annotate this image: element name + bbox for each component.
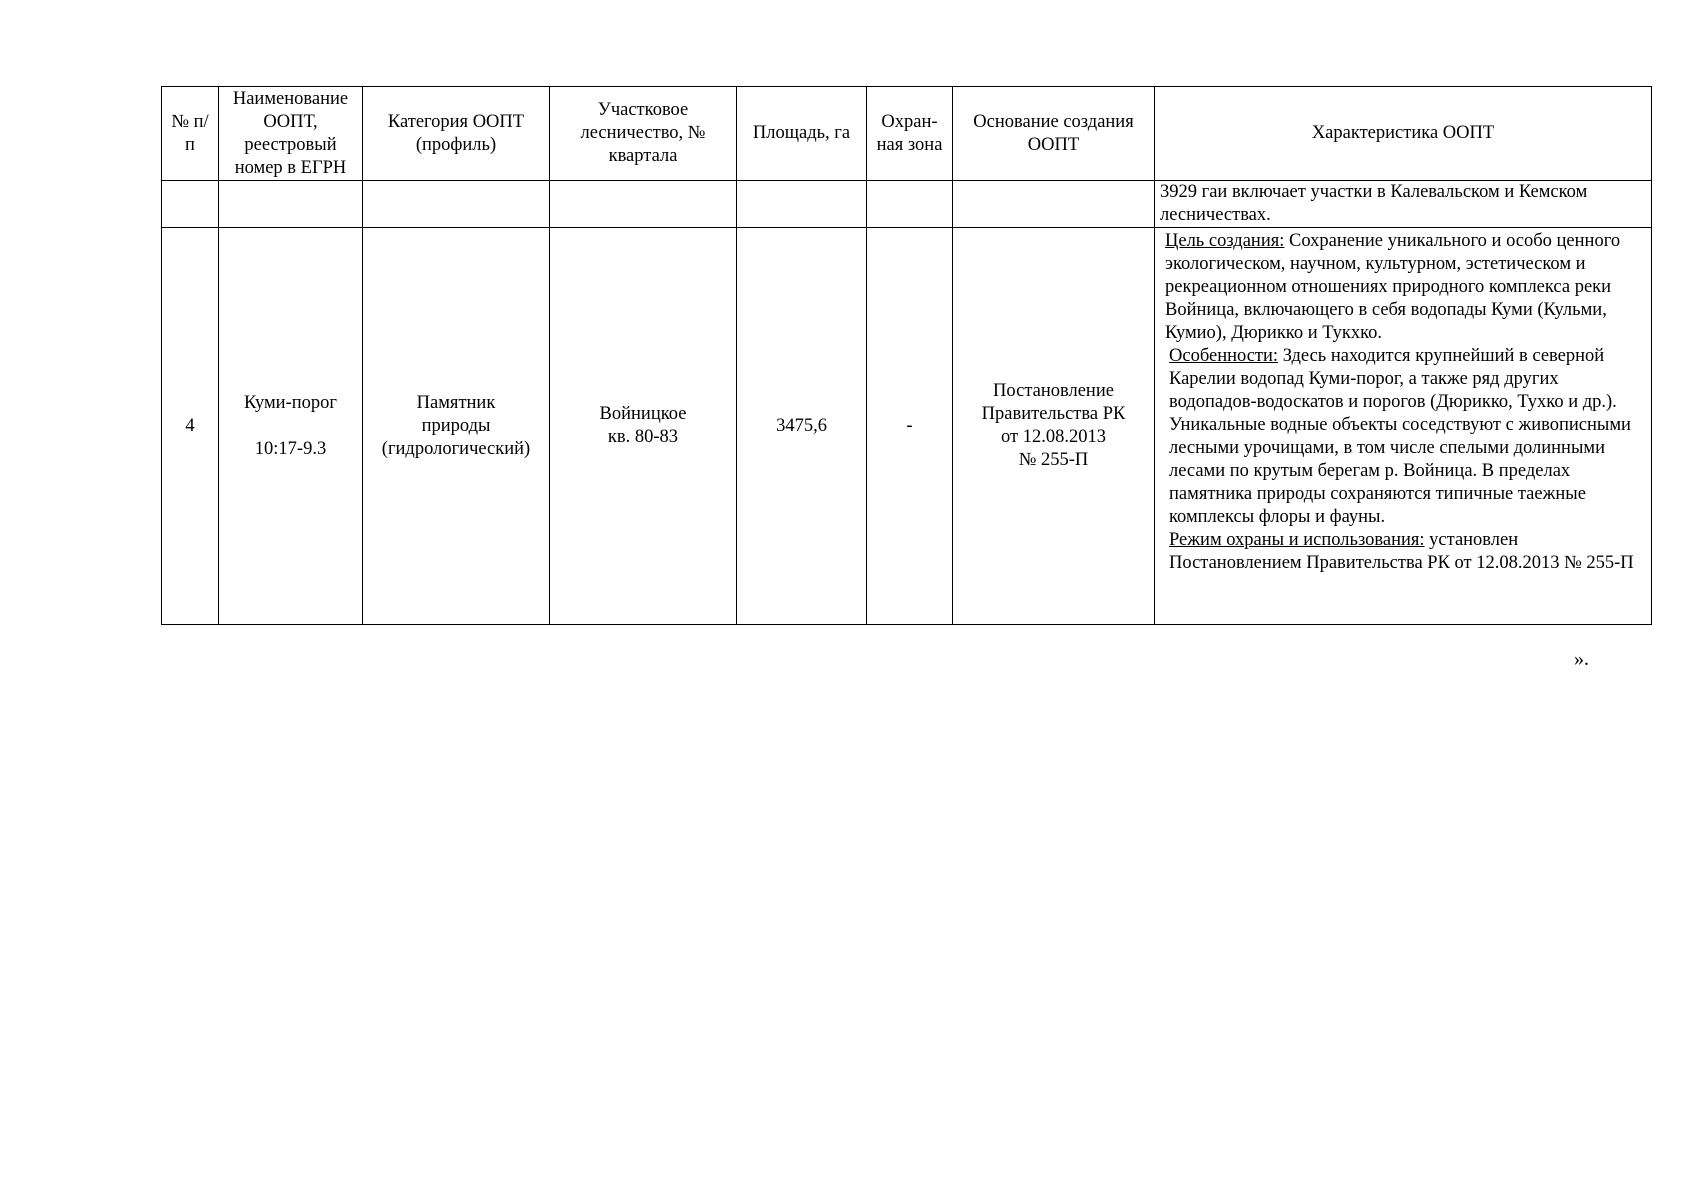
- basis-line: от 12.08.2013: [1001, 427, 1106, 447]
- cell-forestry: [550, 228, 737, 625]
- table-row: [162, 228, 1652, 625]
- goal-label: Цель создания:: [1165, 231, 1285, 251]
- cell-basis: [953, 228, 1155, 625]
- cell-empty: [363, 181, 550, 228]
- header-protection-zone: Охран-ная зона: [867, 87, 953, 181]
- header-num: № п/п: [162, 87, 219, 181]
- header-characteristics: Характеристика ООПТ: [1155, 87, 1652, 181]
- cell-empty: [737, 181, 867, 228]
- features-label: Особенности:: [1169, 346, 1279, 366]
- goal-text: Сохранение уникального и особо ценного экологическом, научном, культурном, эстетическом и рекреационном отношениях природного комплекса реки Войница, включающего в себя водопады Куми (Кульми, Кумио), Дюрикко и Тукхко.: [1165, 231, 1621, 343]
- header-area: Площадь, га: [737, 87, 867, 181]
- basis-line: Правительства РК: [981, 404, 1126, 424]
- cell-empty: [867, 181, 953, 228]
- forestry-quarters: кв. 80-83: [607, 427, 679, 447]
- cell-num: 4: [162, 228, 219, 625]
- table-row-continuation: [162, 181, 1652, 228]
- cell-characteristics-continuation: 3929 гаи включает участки в Калевальском и Кемском лесничествах.: [1155, 181, 1652, 228]
- header-name: Наименование ООПТ, реестровый номер в ЕГРН: [219, 87, 363, 181]
- basis-line: Постановление: [993, 381, 1114, 401]
- category-line: природы: [421, 415, 491, 436]
- features-paragraph: [1165, 345, 1646, 529]
- closing-quote-mark: ».: [1574, 648, 1589, 670]
- cell-empty: [953, 181, 1155, 228]
- cell-empty: [550, 181, 737, 228]
- header-category: Категория ООПТ (профиль): [363, 87, 550, 181]
- oopt-table: [161, 86, 1652, 625]
- category-line: Памятник: [416, 392, 496, 413]
- table-header-row: [162, 87, 1652, 181]
- goal-paragraph: [1165, 230, 1646, 345]
- cell-empty: [162, 181, 219, 228]
- regime-label: Режим охраны и использования:: [1169, 530, 1425, 550]
- regime-text: установлен Постановлением Правительства РК от 12.08.2013 № 255-П: [1169, 530, 1634, 573]
- forestry-name: Войницкое: [599, 404, 687, 424]
- spacer: [224, 415, 357, 438]
- basis-line: № 255-П: [1018, 450, 1089, 470]
- header-basis: Основание создания ООПТ: [953, 87, 1155, 181]
- header-forestry: Участковое лесничество, № квартала: [550, 87, 737, 181]
- regime-paragraph: [1165, 529, 1646, 575]
- category-line: (гидрологический): [381, 438, 531, 459]
- cell-area: 3475,6: [737, 228, 867, 625]
- features-text: Здесь находится крупнейший в северной Карелии водопад Куми-порог, а также ряд других водопадов-водоскатов и порогов (Дюрикко, Тухко и др.). Уникальные водные объекты соседствуют с живописными лесными урочищами, в том числе спелыми долинными лесами по крутым берегам р. Войница. В пределах памятника природы сохраняются типичные таежные комплексы флоры и фауны.: [1169, 346, 1631, 527]
- registry-number: 10:17-9.3: [254, 438, 327, 459]
- cell-protection-zone: -: [867, 228, 953, 625]
- cell-category: [363, 228, 550, 625]
- cell-empty: [219, 181, 363, 228]
- cell-characteristics: [1155, 228, 1652, 625]
- cell-name: [219, 228, 363, 625]
- oopt-name: Куми-порог: [244, 392, 337, 413]
